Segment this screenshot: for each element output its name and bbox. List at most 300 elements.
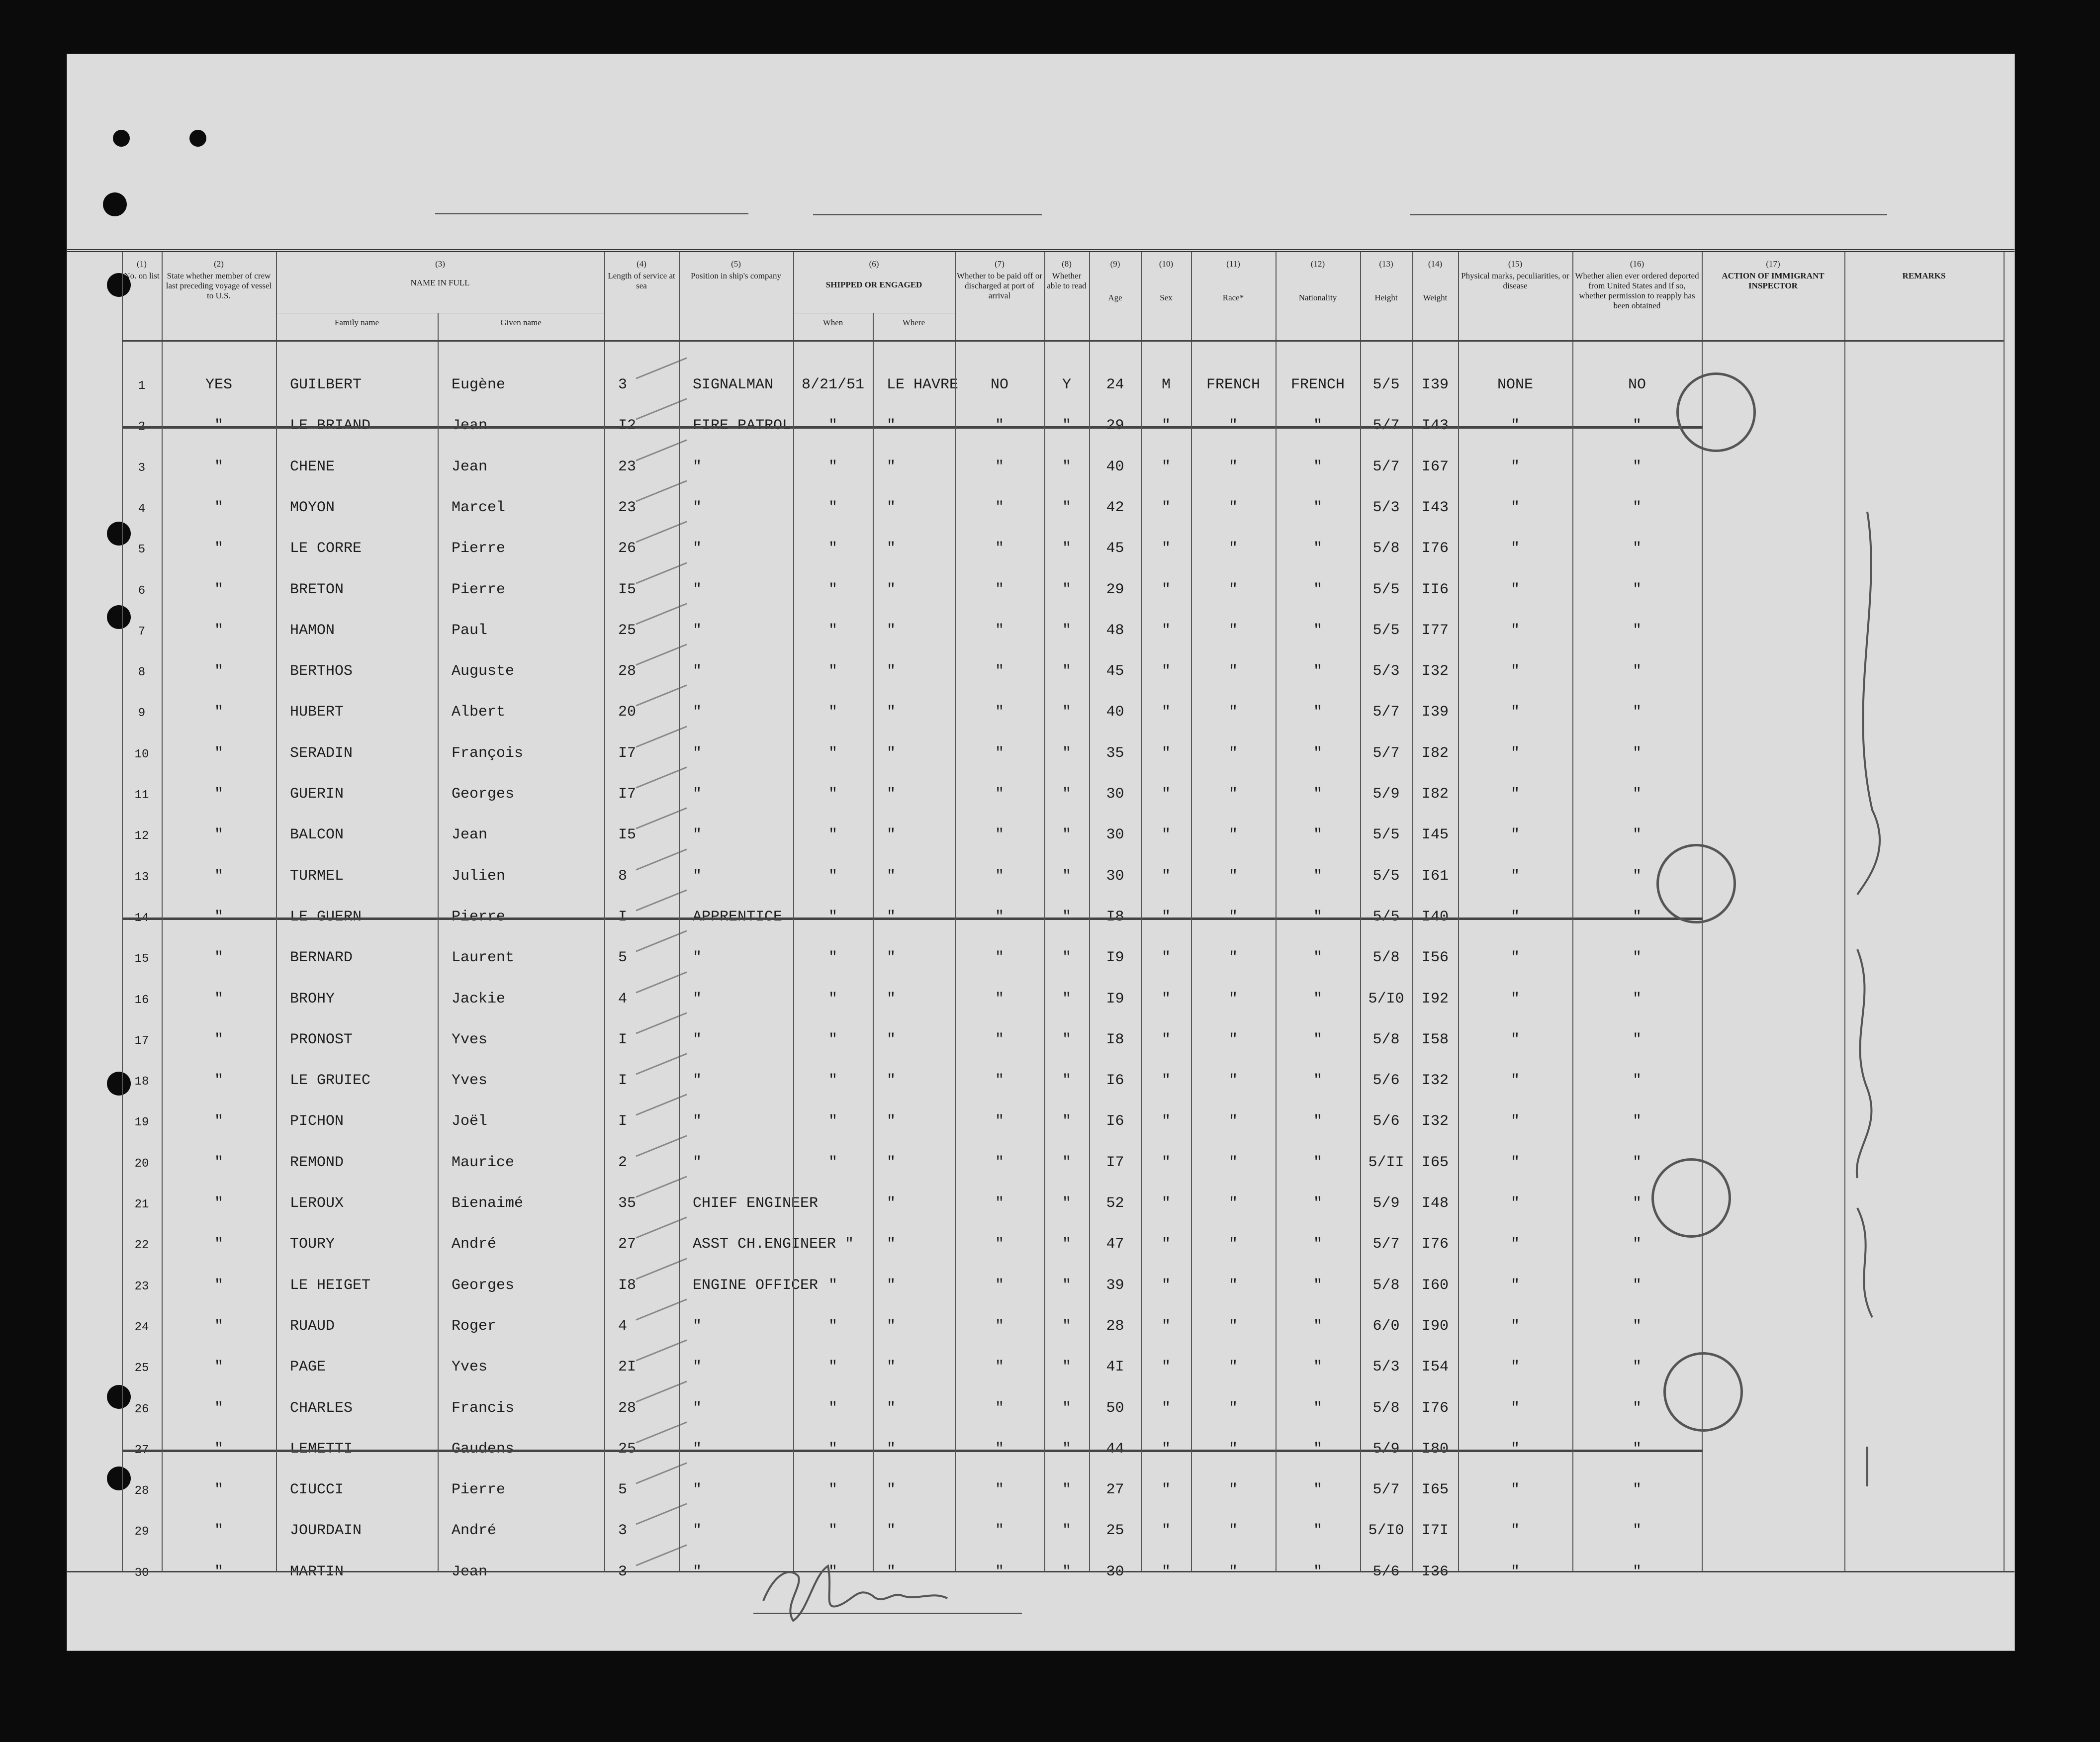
cell-last: " [214, 1236, 223, 1253]
cell-read: " [1062, 581, 1071, 598]
cell-when: " [828, 704, 837, 721]
header-bottom-rule [122, 340, 2004, 342]
cell-service: 28 [618, 1399, 637, 1417]
cell-service: I7 [618, 786, 637, 803]
cell-weight: I32 [1421, 1113, 1449, 1130]
cell-family: CHARLES [290, 1399, 353, 1417]
column-rule [955, 252, 956, 1571]
cell-where: " [887, 1113, 896, 1130]
cell-family: GUERIN [290, 786, 344, 803]
cell-age: 24 [1106, 376, 1124, 393]
table-row [67, 987, 2014, 1027]
cell-family: MARTIN [290, 1563, 344, 1580]
cell-when: " [828, 1154, 837, 1171]
column-header-c14: Weight [1423, 293, 1448, 302]
cell-read: " [1062, 949, 1071, 967]
cell-given: Yves [452, 1072, 488, 1090]
cell-position: " [693, 704, 702, 721]
cell-height: 5/5 [1372, 908, 1400, 925]
cell-marks: " [1510, 949, 1520, 967]
cell-deported: " [1632, 990, 1642, 1008]
cell-last: " [214, 990, 223, 1008]
cell-position: " [693, 1399, 702, 1417]
column-rule [1360, 252, 1361, 1571]
cell-when: " [828, 458, 837, 475]
cell-deported: " [1632, 458, 1642, 475]
column-rule [1276, 252, 1277, 1571]
cell-race: " [1228, 581, 1238, 598]
cell-race: " [1228, 826, 1238, 844]
cell-height: 6/0 [1372, 1317, 1400, 1335]
cell-nationality: " [1313, 1522, 1322, 1540]
cell-deported: " [1632, 581, 1642, 598]
cell-height: 5/7 [1372, 744, 1400, 762]
cell-no: 25 [134, 1362, 149, 1375]
cell-sex: " [1161, 704, 1171, 721]
cell-weight: I65 [1421, 1154, 1449, 1171]
cell-deported: " [1632, 1113, 1642, 1130]
cell-race: " [1228, 1195, 1238, 1212]
cell-sex: " [1161, 1317, 1171, 1335]
table-row [67, 618, 2014, 659]
cell-read: " [1062, 1399, 1071, 1417]
cell-weight: I82 [1421, 744, 1449, 762]
cell-height: 5/5 [1372, 622, 1400, 639]
column-header-c3: NAME IN FULL [410, 278, 470, 287]
cell-deported: " [1632, 1359, 1642, 1376]
cell-paid: " [995, 786, 1004, 803]
cell-height: 5/6 [1372, 1113, 1400, 1130]
cell-paid: " [995, 990, 1004, 1008]
cell-deported: " [1632, 867, 1642, 885]
cell-service: I [618, 1072, 628, 1090]
cell-sex: " [1161, 1113, 1171, 1130]
cell-sex: " [1161, 540, 1171, 557]
cell-given: Gaudens [452, 1440, 515, 1458]
column-header-c1-num: (1) [137, 259, 147, 269]
cell-sex: " [1161, 1154, 1171, 1171]
cell-service: 2I [618, 1359, 637, 1376]
cell-last: " [214, 1481, 223, 1499]
cell-last: " [214, 622, 223, 639]
cell-where: " [887, 663, 896, 680]
column-header-c6-when: When [822, 318, 843, 327]
cell-height: 5/7 [1372, 1481, 1400, 1499]
cell-age: I9 [1106, 949, 1124, 967]
cell-read: " [1062, 1317, 1071, 1335]
cell-when: " [828, 826, 837, 844]
cell-paid: " [995, 908, 1004, 925]
cell-position: " [693, 540, 702, 557]
cell-paid: " [995, 1481, 1004, 1499]
cell-weight: I76 [1421, 1399, 1449, 1417]
cell-family: HUBERT [290, 704, 344, 721]
cell-marks: " [1510, 867, 1520, 885]
cell-marks: " [1510, 663, 1520, 680]
cell-deported: " [1632, 704, 1642, 721]
column-header-c16-num: (16) [1630, 259, 1644, 269]
cell-deported: " [1632, 1563, 1642, 1580]
cell-nationality: " [1313, 826, 1322, 844]
column-rule [1044, 252, 1045, 1571]
cell-marks: " [1510, 990, 1520, 1008]
column-header-c6-num: (6) [869, 259, 879, 269]
cell-weight: I39 [1421, 704, 1449, 721]
cell-sex: " [1161, 1481, 1171, 1499]
cell-given: Pierre [452, 581, 506, 598]
cell-given: Marcel [452, 499, 506, 516]
cell-age: 47 [1106, 1236, 1124, 1253]
cell-no: 28 [134, 1484, 149, 1498]
cell-height: 5/3 [1372, 499, 1400, 516]
cell-sex: " [1161, 1563, 1171, 1580]
cell-read: " [1062, 786, 1071, 803]
cell-given: Bienaimé [452, 1195, 524, 1212]
cell-position: " [693, 990, 702, 1008]
column-header-c3-family: Family name [334, 318, 379, 327]
cell-nationality: " [1313, 1236, 1322, 1253]
cell-deported: " [1632, 949, 1642, 967]
cell-service: 23 [618, 499, 637, 516]
cell-where: " [887, 1317, 896, 1335]
cell-deported: " [1632, 1072, 1642, 1090]
cell-last: " [214, 1317, 223, 1335]
cell-last: " [214, 663, 223, 680]
cell-nationality: " [1313, 1031, 1322, 1048]
cell-where: " [887, 1277, 896, 1294]
cell-race: " [1228, 1236, 1238, 1253]
cell-age: 48 [1106, 622, 1124, 639]
cell-given: Auguste [452, 663, 515, 680]
cell-family: PAGE [290, 1359, 326, 1376]
cell-service: 5 [618, 1481, 628, 1499]
table-row [67, 1477, 2014, 1518]
cell-when: " [828, 1359, 837, 1376]
cell-position: FIRE PATROL [693, 417, 792, 435]
cell-where: " [887, 581, 896, 598]
table-row [67, 741, 2014, 782]
cell-deported: NO [1628, 376, 1646, 393]
cell-service: I8 [618, 1277, 637, 1294]
cell-age: I8 [1106, 1031, 1124, 1048]
cell-no: 30 [134, 1566, 149, 1580]
cell-when: " [828, 867, 837, 885]
cell-race: " [1228, 1563, 1238, 1580]
column-header-c11-num: (11) [1226, 259, 1240, 269]
cell-given: Georges [452, 786, 515, 803]
cell-last: " [214, 1359, 223, 1376]
column-rule [122, 252, 123, 1571]
column-rule [1141, 252, 1142, 1571]
cell-given: Joël [452, 1113, 488, 1130]
cell-no: 23 [134, 1280, 149, 1293]
cell-service: 3 [618, 1563, 628, 1580]
cell-nationality: " [1313, 786, 1322, 803]
cell-weight: I32 [1421, 1072, 1449, 1090]
footer-rule [67, 1571, 2014, 1572]
cell-nationality: " [1313, 499, 1322, 516]
cell-position: SIGNALMAN [693, 376, 774, 393]
cell-read: " [1062, 1522, 1071, 1540]
cell-position: " [693, 622, 702, 639]
cell-height: 5/9 [1372, 1440, 1400, 1458]
column-header-c5: Position in ship's company [690, 271, 782, 280]
cell-weight: I65 [1421, 1481, 1449, 1499]
cell-nationality: " [1313, 1072, 1322, 1090]
cell-weight: I45 [1421, 826, 1449, 844]
column-header-c12: Nationality [1298, 293, 1337, 302]
cell-last: " [214, 499, 223, 516]
cell-marks: " [1510, 786, 1520, 803]
cell-when: " [828, 663, 837, 680]
cell-last: " [214, 786, 223, 803]
cell-race: " [1228, 704, 1238, 721]
cell-paid: " [995, 1195, 1004, 1212]
column-rule [276, 252, 277, 1571]
cell-deported: " [1632, 744, 1642, 762]
cell-height: 5/3 [1372, 663, 1400, 680]
cell-deported: " [1632, 1195, 1642, 1212]
cell-race: " [1228, 786, 1238, 803]
cell-deported: " [1632, 499, 1642, 516]
cell-race: " [1228, 1399, 1238, 1417]
cell-height: 5/5 [1372, 581, 1400, 598]
cell-no: 19 [134, 1116, 149, 1130]
cell-height: 5/8 [1372, 1399, 1400, 1417]
cell-given: Yves [452, 1031, 488, 1048]
cell-nationality: " [1313, 663, 1322, 680]
cell-race: " [1228, 540, 1238, 557]
cell-family: LEROUX [290, 1195, 344, 1212]
table-row [67, 1437, 2014, 1477]
cell-where: " [887, 458, 896, 475]
cell-marks: " [1510, 1195, 1520, 1212]
cell-family: LE HEIGET [290, 1277, 371, 1294]
strike-through-line [122, 426, 1703, 429]
brace-marks [1837, 502, 1897, 1546]
cell-where: " [887, 949, 896, 967]
cell-nationality: " [1313, 1440, 1322, 1458]
cell-deported: " [1632, 826, 1642, 844]
cell-weight: I7I [1421, 1522, 1449, 1540]
cell-family: TOURY [290, 1236, 335, 1253]
cell-position: " [693, 1072, 702, 1090]
cell-when: " [828, 622, 837, 639]
cell-deported: " [1632, 1440, 1642, 1458]
cell-given: André [452, 1522, 497, 1540]
cell-when: " [828, 417, 837, 435]
cell-marks: " [1510, 458, 1520, 475]
cell-height: 5/II [1368, 1154, 1404, 1171]
cell-age: 42 [1106, 499, 1124, 516]
cell-height: 5/7 [1372, 417, 1400, 435]
table-row [67, 659, 2014, 700]
cell-age: 30 [1106, 786, 1124, 803]
column-rule [1412, 252, 1413, 1571]
cell-marks: " [1510, 1563, 1520, 1580]
cell-weight: I61 [1421, 867, 1449, 885]
cell-marks: " [1510, 581, 1520, 598]
cell-last: " [214, 908, 223, 925]
cell-paid: " [995, 1154, 1004, 1171]
cell-where: " [887, 1399, 896, 1417]
cell-paid: " [995, 540, 1004, 557]
cell-position: ASST CH.ENGINEER " [693, 1236, 854, 1253]
cell-deported: " [1632, 1154, 1642, 1171]
cell-last: " [214, 1440, 223, 1458]
cell-read: " [1062, 1440, 1071, 1458]
cell-weight: I77 [1421, 622, 1449, 639]
cell-sex: " [1161, 1440, 1171, 1458]
cell-where: " [887, 1236, 896, 1253]
cell-given: Pierre [452, 1481, 506, 1499]
cell-sex: " [1161, 908, 1171, 925]
cell-age: 40 [1106, 458, 1124, 475]
cell-last: " [214, 1031, 223, 1048]
cell-deported: " [1632, 1031, 1642, 1048]
cell-position: " [693, 1563, 702, 1580]
cell-when: " [828, 949, 837, 967]
cell-nationality: " [1313, 1277, 1322, 1294]
column-rule [604, 252, 605, 1571]
cell-nationality: " [1313, 458, 1322, 475]
cell-weight: I36 [1421, 1563, 1449, 1580]
cell-paid: " [995, 417, 1004, 435]
cell-when: " [828, 1522, 837, 1540]
cell-age: 40 [1106, 704, 1124, 721]
cell-height: 5/6 [1372, 1563, 1400, 1580]
cell-where: " [887, 417, 896, 435]
cell-read: " [1062, 1277, 1071, 1294]
table-row [67, 577, 2014, 618]
table-row [67, 495, 2014, 536]
cell-service: 35 [618, 1195, 637, 1212]
cell-deported: " [1632, 622, 1642, 639]
cell-deported: " [1632, 1522, 1642, 1540]
cell-marks: NONE [1497, 376, 1533, 393]
cell-given: Julien [452, 867, 506, 885]
cell-service: I7 [618, 744, 637, 762]
column-header-c13-num: (13) [1379, 259, 1393, 269]
cell-nationality: " [1313, 581, 1322, 598]
column-header-c4-num: (4) [637, 259, 646, 269]
cell-service: 4 [618, 1317, 628, 1335]
cell-age: 30 [1106, 826, 1124, 844]
cell-age: 30 [1106, 1563, 1124, 1580]
cell-given: Eugène [452, 376, 506, 393]
cell-height: 5/8 [1372, 949, 1400, 967]
cell-sex: " [1161, 1195, 1171, 1212]
cell-no: 24 [134, 1320, 149, 1334]
column-header-c2-num: (2) [214, 259, 224, 269]
cell-where: " [887, 499, 896, 516]
cell-last: " [214, 1154, 223, 1171]
cell-paid: " [995, 458, 1004, 475]
cell-family: PICHON [290, 1113, 344, 1130]
cell-paid: " [995, 744, 1004, 762]
cell-family: SERADIN [290, 744, 353, 762]
cell-given: Albert [452, 704, 506, 721]
cell-last: " [214, 417, 223, 435]
cell-no: 13 [134, 870, 149, 884]
cell-weight: I32 [1421, 663, 1449, 680]
table-row [67, 1559, 2014, 1600]
cell-service: 25 [618, 622, 637, 639]
cell-where: " [887, 1481, 896, 1499]
cell-deported: " [1632, 1399, 1642, 1417]
column-header-c5-num: (5) [731, 259, 741, 269]
cell-race: " [1228, 622, 1238, 639]
cell-read: " [1062, 1236, 1071, 1253]
cell-weight: I92 [1421, 990, 1449, 1008]
cell-paid: " [995, 1522, 1004, 1540]
cell-where: " [887, 1522, 896, 1540]
cell-sex: " [1161, 949, 1171, 967]
cell-sex: " [1161, 867, 1171, 885]
cell-position: " [693, 949, 702, 967]
cell-sex: " [1161, 826, 1171, 844]
cell-last: " [214, 826, 223, 844]
cell-marks: " [1510, 1359, 1520, 1376]
immigration-seal [1651, 1158, 1731, 1238]
cell-deported: " [1632, 540, 1642, 557]
cell-marks: " [1510, 704, 1520, 721]
cell-no: 1 [138, 379, 146, 393]
cell-no: 3 [138, 461, 146, 475]
cell-height: 5/8 [1372, 1031, 1400, 1048]
cell-race: " [1228, 1522, 1238, 1540]
column-header-c4: Length of service at sea [608, 271, 675, 290]
column-header-c7: Whether to be paid off or discharged at port of arrival [957, 271, 1042, 300]
cell-last: " [214, 1522, 223, 1540]
table-row [67, 1027, 2014, 1068]
table-row [67, 782, 2014, 823]
cell-deported: " [1632, 908, 1642, 925]
cell-nationality: " [1313, 949, 1322, 967]
cell-where: " [887, 867, 896, 885]
cell-race: " [1228, 908, 1238, 925]
cell-height: 5/5 [1372, 826, 1400, 844]
cell-deported: " [1632, 663, 1642, 680]
cell-read: " [1062, 458, 1071, 475]
table-row [67, 1518, 2014, 1559]
cell-when: " [828, 1563, 837, 1580]
column-header-c17-num: (17) [1766, 259, 1780, 269]
cell-family: GUILBERT [290, 376, 362, 393]
cell-paid: " [995, 1236, 1004, 1253]
cell-race: " [1228, 1072, 1238, 1090]
cell-given: Pierre [452, 908, 506, 925]
column-header-c15-num: (15) [1508, 259, 1523, 269]
cell-deported: " [1632, 1317, 1642, 1335]
cell-family: PRONOST [290, 1031, 353, 1048]
cell-where: " [887, 1195, 896, 1212]
cell-last: " [214, 1399, 223, 1417]
cell-read: " [1062, 499, 1071, 516]
cell-read: " [1062, 1031, 1071, 1048]
cell-family: BALCON [290, 826, 344, 844]
cell-position: " [693, 1031, 702, 1048]
cell-age: 35 [1106, 744, 1124, 762]
cell-paid: " [995, 1031, 1004, 1048]
cell-read: " [1062, 1154, 1071, 1171]
cell-when: " [828, 744, 837, 762]
cell-height: 5/I0 [1368, 1522, 1404, 1540]
table-row [67, 455, 2014, 495]
cell-height: 5/7 [1372, 1236, 1400, 1253]
cell-paid: " [995, 622, 1004, 639]
cell-nationality: " [1313, 1481, 1322, 1499]
